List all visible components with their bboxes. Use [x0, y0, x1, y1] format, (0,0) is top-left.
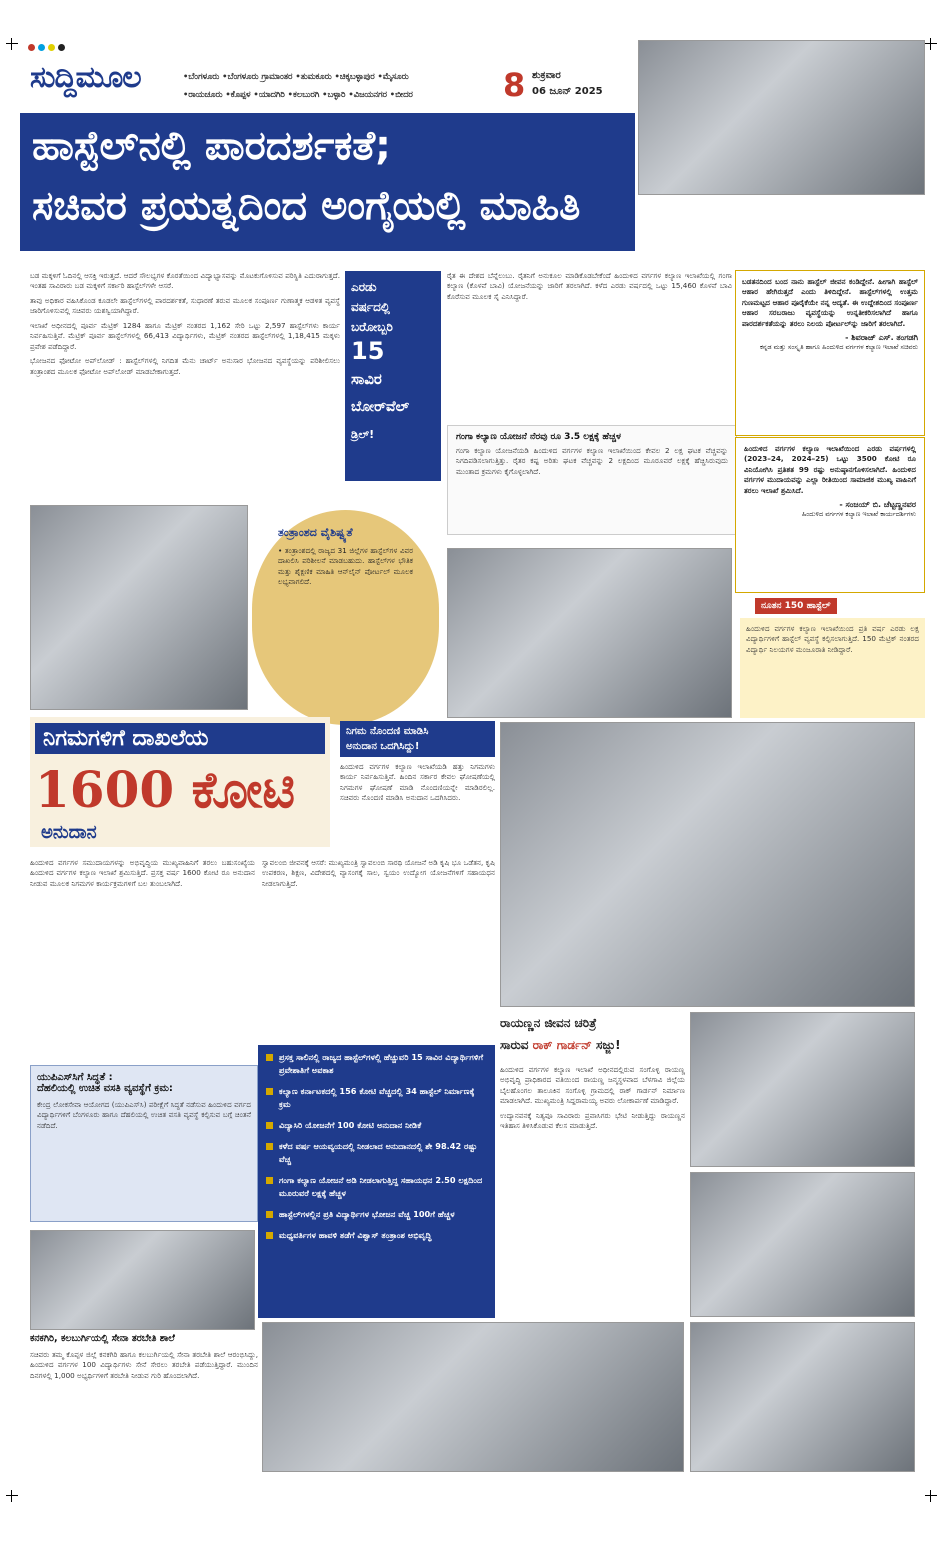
army-school-body: ಸಚಿವರು ತಮ್ಮ ಕೊಪ್ಪಳ ಜಿಲ್ಲೆ ಕನಕಗಿರಿ ಹಾಗೂ ಕಲಬುರ್ಗಿಯಲ್ಲಿ ಸೇನಾ ತರಬೇತಿ ಶಾಲೆ ಆರಂಭಿಸಿದ್ದು, ಹಿಂದುಳಿದ ವರ್ಗಗಳ 100 ವಿದ್ಯಾರ್ಥಿಗಳು ಸೇನೆ ಸೇರಲು ತರಬೇತಿ ಪಡೆಯುತ್ತಿದ್ದಾರೆ. ಮುಂದಿನ ದಿನಗಳಲ್ಲಿ 1,000 ಅಭ್ಯರ್ಥಿಗಳಿಗೆ ತರಬೇತಿ ನೀಡುವ ಗುರಿ ಹೊಂದಲಾಗಿದೆ. [30, 1350, 258, 1380]
registration-mark [925, 38, 937, 50]
aid-head-line: ನಿಗಮ ನೊಂದಣಿ ಮಾಡಿಸಿ [346, 726, 429, 737]
paragraph: ಹಿಂದುಳಿದ ವರ್ಗಗಳ ಕಲ್ಯಾಣ ಇಲಾಖೆ ಅಧೀನದಲ್ಲಿರುವ ಸಂಗೊಳ್ಳಿ ರಾಯಣ್ಣ ಅಭಿವೃದ್ಧಿ ಪ್ರಾಧಿಕಾರದ ವತಿಯಿಂದ ರಾಯಣ್ಣ ಜನ್ಮಸ್ಥಳವಾದ ಬೆಳಗಾವಿ ಜಿಲ್ಲೆಯ ಬೈಲಹೊಂಗಲ ತಾಲೂಕಿನ ಸಂಗೊಳ್ಳಿ ಗ್ರಾಮದಲ್ಲಿ ರಾಕ್ ಗಾರ್ಡನ್ ನಿರ್ಮಾಣ ಮಾಡಲಾಗಿದೆ. ಮುಖ್ಯಮಂತ್ರಿ ಸಿದ್ದರಾಮಯ್ಯ ಅವರು ಲೋಕಾರ್ಪಣೆ ಮಾಡಿದ್ದಾರೆ. [500, 1065, 685, 1106]
highlight-item: ಪ್ರಸಕ್ತ ಸಾಲಿನಲ್ಲಿ ರಾಜ್ಯದ ಹಾಸ್ಟೆಲ್‌ಗಳಲ್ಲಿ ಹೆಚ್ಚುವರಿ 15 ಸಾವಿರ ವಿದ್ಯಾರ್ಥಿಗಳಿಗೆ ಪ್ರವೇಶಾತಿಗೆ ಅವಕಾಶ [266, 1051, 487, 1077]
award-photo [690, 1322, 915, 1472]
nigam-body: ಹಿಂದುಳಿದ ವರ್ಗಗಳ ಸಮುದಾಯಗಳನ್ನು ಅಭಿವೃದ್ಧಿಯ ಮುಖ್ಯವಾಹಿನಿಗೆ ತರಲು ಬಹುಸಂಖ್ಯೆಯ ಹಿಂದುಳಿದ ವರ್ಗಗಳ ಕಲ್ಯಾಣ ಇಲಾಖೆ ಶ್ರಮಿಸುತ್ತಿದೆ. ಪ್ರಸಕ್ತ ವರ್ಷ 1600 ಕೋಟಿ ರೂ ಅನುದಾನ ನೀಡುವ ಮೂಲಕ ನಿಗಮಗಳ ಕಾರ್ಯಕ್ರಮಗಳಿಗೆ ಬಲ ತುಂಬಲಾಗಿದೆ. [30, 858, 255, 888]
cities-line: •ಬೆಂಗಳೂರು •ಬೆಂಗಳೂರು ಗ್ರಾಮಾಂತರ •ತುಮಕೂರು •ಚಿಕ್ಕಬಳ್ಳಾಪುರ •ಮೈಸೂರು [183, 71, 409, 81]
upsc-title: ಯುಪಿಎಸ್‌ಸಿಗೆ ಸಿದ್ಧತೆ : [37, 1072, 113, 1083]
army-school-title: ಕನಕಗಿರಿ, ಕಲಬುರ್ಗಿಯಲ್ಲಿ ಸೇನಾ ತರಬೇತಿ ಶಾಲೆ [30, 1333, 175, 1344]
highlight-item: ಹಾಸ್ಟೆಲ್‌ಗಳಲ್ಲಿನ ಪ್ರತಿ ವಿದ್ಯಾರ್ಥಿಗಳ ಭೋಜನ ವೆಚ್ಚ 100ಗೆ ಹೆಚ್ಚಳ [266, 1208, 487, 1221]
issue-date [532, 68, 603, 100]
highlight-item: ಗಂಗಾ ಕಲ್ಯಾಣ ಯೋಜನೆ ಅಡಿ ನೀಡಲಾಗುತ್ತಿದ್ದ ಸಹಾಯಧನ 2.50 ಲಕ್ಷದಿಂದ ಮೂರುವರೆ ಲಕ್ಷಕ್ಕೆ ಹೆಚ್ಚಳ [266, 1174, 487, 1200]
highlights-box [258, 1045, 495, 1318]
borewell-number: 15 [351, 337, 385, 365]
army-trainees-photo [30, 1230, 255, 1330]
unveiling-photo [500, 722, 915, 1007]
aid-body-2: ಸ್ವಾವಲಂಬಿ ಜೀವನಕ್ಕೆ ಆಸರೆ: ಮುಖ್ಯಮಂತ್ರಿ ಸ್ವಾವಲಂಬಿ ಸಾರಥಿ ಯೋಜನೆ ಅಡಿ ಕೃಷಿ ಭೂ ಒಡೆತನ, ಕೃಷಿ ಉಪಕರಣ, ಶಿಕ್ಷಣ, ವಿದೇಶದಲ್ಲಿ ವ್ಯಾಸಂಗಕ್ಕೆ ಸಾಲ, ಸ್ವಯಂ ಉದ್ಯೋಗ ಯೋಜನೆಗಳಿಗೆ ಸಹಾಯಧನ ನೀಡಲಾಗುತ್ತಿದೆ. [262, 858, 495, 888]
borewell-text: ಡ್ರಿಲ್! [351, 428, 375, 441]
ganga-intro: ರೈತ ಈ ದೇಶದ ಬೆನ್ನೆಲುಬು. ರೈತನಿಗೆ ಅನುಕೂಲ ಮಾಡಿಕೊಡಬೇಕೆಂದೆ ಹಿಂದುಳಿದ ವರ್ಗಗಳ ಕಲ್ಯಾಣ ಇಲಾಖೆಯಲ್ಲಿ ಗಂಗಾ ಕಲ್ಯಾಣ (ಕೊಳವೆ ಬಾವಿ) ಯೋಜನೆಯನ್ನು ಜಾರಿಗೆ ತರಲಾಗಿದೆ. ಕಳೆದ ಎರಡು ವರ್ಷದಲ್ಲಿ ಒಟ್ಟು 15,460 ಕೊಳವೆ ಬಾವಿ ಕೊರೆಸುವ ಮೂಲಕ ಸೈ ಎನಿಸಿದ್ದಾರೆ. [447, 271, 732, 301]
page-number: 8 [503, 66, 526, 104]
cities-line: •ರಾಯಚೂರು •ಕೊಪ್ಪಳ •ಯಾದಗಿರಿ •ಕಲಬುರಗಿ •ಬಳ್ಳಾರಿ •ವಿಜಯನಗರ •ಬೀದರ [183, 89, 413, 99]
secretary-quote [735, 437, 925, 593]
group-photo [262, 1322, 684, 1472]
highlight-item: ಮಧ್ಯವರ್ತಿಗಳ ಹಾವಳಿ ತಡೆಗೆ ವಿಶ್ವಾಸ್ ತಂತ್ರಾಂಶ ಅಭಿವೃದ್ಧಿ [266, 1229, 487, 1242]
nigam-line3: ಅನುದಾನ [35, 820, 103, 845]
highlight-item: ಕಲ್ಯಾಣ ಕರ್ನಾಟಕದಲ್ಲಿ 156 ಕೋಟಿ ವೆಚ್ಚದಲ್ಲಿ 34 ಹಾಸ್ಟೆಲ್ ನಿರ್ಮಾಣಕ್ಕೆ ಕ್ರಮ [266, 1085, 487, 1111]
edition-cities [183, 67, 503, 103]
rock-head-part: ಸಾರುವ [500, 1038, 533, 1052]
headline-band [20, 113, 635, 251]
minister-quote [735, 270, 925, 436]
borewell-text: ಎರಡು [351, 280, 377, 294]
headline-line1: ಹಾಸ್ಟೆಲ್‌ನಲ್ಲಿ ಪಾರದರ್ಶಕತೆ; [32, 123, 392, 169]
ganga-box [447, 425, 737, 535]
rock-garden-visit-photo [690, 1172, 915, 1317]
highlight-item: ವಿದ್ಯಾಸಿರಿ ಯೋಜನೆಗೆ 100 ಕೋಟಿ ಅನುದಾನ ನೀಡಿಕೆ [266, 1119, 487, 1132]
tech-title: ತಂತ್ರಾಂಶದ ವೈಶಿಷ್ಟ್ಯತೆ [278, 526, 353, 539]
rock-garden-headline [500, 1012, 715, 1060]
new-hostels-title: ನೂತನ 150 ಹಾಸ್ಟೆಲ್ [755, 598, 837, 614]
aid-body: ಹಿಂದುಳಿದ ವರ್ಗಗಳ ಕಲ್ಯಾಣ ಇಲಾಖೆಯಡಿ ಹತ್ತು ನಿಗಮಗಳು ಕಾರ್ಯ ನಿರ್ವಹಿಸುತ್ತಿವೆ. ಹಿಂದಿನ ಸರ್ಕಾರ ಕೇವಲ ಘೋಷಣೆಯಲ್ಲಿ ನಿಗಮಗಳ ಘೋಷಣೆ ಮಾಡಿ ನೊಂದಣಿಯನ್ನೇ ಮಾಡಿರಲಿಲ್ಲ. ಸಚಿವರು ನೊಂದಣಿ ಮಾಡಿಸಿ ಅನುದಾನ ಒದಗಿಸಿದರು. [340, 762, 495, 803]
quote-text: ಹಿಂದುಳಿದ ವರ್ಗಗಳ ಕಲ್ಯಾಣ ಇಲಾಖೆಯಿಂದ ಎರಡು ವರ್ಷಗಳಲ್ಲಿ (2023–24, 2024–25) ಒಟ್ಟು 3500 ಕೋಟಿ ರೂ ವಿನಿಯೋಗಿಸಿ ಪ್ರತಿಶತ 99 ರಷ್ಟು ಅನುಷ್ಠಾನಗೊಳಿಸಲಾಗಿದೆ. ಹಿಂದುಳಿದ ವರ್ಗಗಳ ಮುದಾಯವನ್ನು ಎಲ್ಲಾ ರೀತಿಯಿಂದ ಸಾಮಾಜಿಕ ಮುಖ್ಯ ವಾಹಿನಿಗೆ ತರಲು ಇಲಾಖೆ ಶ್ರಮಿಸಿದೆ. [744, 444, 916, 495]
registration-mark [6, 1490, 18, 1502]
meeting-photo [638, 40, 925, 195]
quote-author: - ಶಿವರಾಜ್ ಎಸ್. ತಂಗಡಗಿ [845, 333, 918, 343]
registration-mark [925, 1490, 937, 1502]
rock-head-line: ರಾಯಣ್ಣನ ಜೀವನ ಚರಿತ್ರೆ [500, 1016, 597, 1030]
registration-mark [6, 38, 18, 50]
nigam-amount: 1600 ಕೋಟಿ [35, 760, 296, 819]
borewell-text: ಬರೋಬ್ಬರಿ [351, 320, 393, 334]
highlight-item: ಕಳೆದ ವರ್ಷ ಆಯವ್ಯಯದಲ್ಲಿ ನೀಡಲಾದ ಅನುದಾನದಲ್ಲಿ ಶೇ 98.42 ರಷ್ಟು ವೆಚ್ಚ [266, 1140, 487, 1166]
upsc-box [30, 1065, 258, 1222]
lead-article [30, 271, 340, 496]
masthead-logo: ಸುದ್ದಿಮೂಲ [30, 60, 141, 95]
ganga-body: ಗಂಗಾ ಕಲ್ಯಾಣ ಯೋಜನೆಯಡಿ ಹಿಂದುಳಿದ ವರ್ಗಗಳ ಕಲ್ಯಾಣ ಇಲಾಖೆಯಿಂದ ಕೇವಲ 2 ಲಕ್ಷ ಘಟಕ ವೆಚ್ಚವನ್ನು ನಿಗದಿಪಡಿಸಲಾಗುತ್ತಿತ್ತು. ರೈತರ ಕಷ್ಟ ಅರಿತು ಘಟಕ ವೆಚ್ಚವನ್ನು 2 ಲಕ್ಷದಿಂದ ಮೂರೂವರೆ ಲಕ್ಷಕ್ಕೆ ಹೆಚ್ಚಿಸಿರುವುದು ಮುಂತಾದ ಕ್ರಮಗಳು ಕೈಗೊಳ್ಳಲಾಗಿದೆ. [456, 446, 728, 476]
rock-garden-body [500, 1065, 685, 1320]
rock-head-line [500, 1034, 715, 1056]
quote-role: ಹಿಂದುಳಿದ ವರ್ಗಗಳ ಕಲ್ಯಾಣ ಇಲಾಖೆ ಕಾರ್ಯದರ್ಶಿಗಳು [801, 510, 916, 519]
borewell-box [345, 271, 441, 481]
aid-head-line: ಅನುದಾನ ಒದಗಿಸಿದ್ದು! [346, 741, 420, 752]
paragraph: ಉದ್ಯಾನವನಕ್ಕೆ ನಿತ್ಯವೂ ಸಾವಿರಾರು ಪ್ರವಾಸಿಗರು ಭೇಟಿ ನೀಡುತ್ತಿದ್ದು ರಾಯಣ್ಣನ ಇತಿಹಾಸ ತಿಳಿಸಿಕೊಡುವ ಕೆಲಸ ಮಾಡುತ್ತಿದೆ. [500, 1110, 685, 1131]
upsc-subtitle: ದೆಹಲಿಯಲ್ಲಿ ಉಚಿತ ವಸತಿ ವ್ಯವಸ್ಥೆಗೆ ಕ್ರಮ: [37, 1083, 173, 1094]
rock-head-part: ಸಜ್ಜು! [591, 1038, 621, 1052]
color-dot [28, 44, 35, 51]
hostel-kitchen-photo [30, 505, 248, 710]
event-photo [447, 548, 732, 718]
color-dot [38, 44, 45, 51]
tech-body: • ತಂತ್ರಾಂಶದಲ್ಲಿ ರಾಜ್ಯದ 31 ಜಿಲ್ಲೆಗಳ ಹಾಸ್ಟೆಲ್‌ಗಳ ವಿವರ ದಾಖಲಿಸಿ ಪರಿಶೀಲನೆ ಮಾಡಬಹುದು. ಹಾಸ್ಟೆಲ್‌ಗಳ ಭೌತಿಕ ಮತ್ತು ಶೈಕ್ಷಣಿಕ ಮಾಹಿತಿ ಆನ್‌ಲೈನ್ ಪೋರ್ಟಲ್ ಮೂಲಕ ಲಭ್ಯವಾಗಲಿದೆ. [278, 546, 413, 587]
nigam-line1: ನಿಗಮಗಳಿಗೆ ದಾಖಲೆಯ [35, 723, 325, 754]
new-hostels-body: ಹಿಂದುಳಿದ ವರ್ಗಗಳ ಕಲ್ಯಾಣ ಇಲಾಖೆಯಿಂದ ಪ್ರತಿ ವರ್ಷ ಎರಡು ಲಕ್ಷ ವಿದ್ಯಾರ್ಥಿಗಳಿಗೆ ಹಾಸ್ಟೆಲ್ ವ್ಯವಸ್ಥೆ ಕಲ್ಪಿಸಲಾಗುತ್ತಿದೆ. 150 ಮೆಟ್ರಿಕ್ ನಂತರದ ವಿದ್ಯಾರ್ಥಿ ನಿಲಯಗಳ ಮಂಜೂರಾತಿ ನೀಡಿದ್ದಾರೆ. [740, 618, 925, 718]
headline-line2: ಸಚಿವರ ಪ್ರಯತ್ನದಿಂದ ಅಂಗೈಯಲ್ಲಿ ಮಾಹಿತಿ [32, 183, 581, 229]
rock-head-highlight: ರಾಕ್ ಗಾರ್ಡನ್ [532, 1038, 592, 1052]
tech-features-circle [252, 510, 439, 725]
borewell-text: ಸಾವಿರ [351, 370, 382, 388]
borewell-text: ಬೋರ್‌ವೆಲ್ [351, 399, 410, 415]
color-dot [58, 44, 65, 51]
weekday: ಶುಕ್ರವಾರ [532, 70, 561, 81]
quote-text: ಬಡತನದಿಂದ ಬಂದ ನಾನು ಹಾಸ್ಟೆಲ್ ಜೀವನ ಕಂಡಿದ್ದೇನೆ. ಹೀಗಾಗಿ ಹಾಸ್ಟೆಲ್ ಆಹಾರ ಹೇಗಿರುತ್ತದೆ ಎಂದು ತಿಳಿದಿದ್ದೇನೆ. ಹಾಸ್ಟೆಲ್‌ಗಳಲ್ಲಿ ಉತ್ತಮ ಗುಣಮಟ್ಟದ ಆಹಾರ ಪೂರೈಕೆಯೇ ನನ್ನ ಆದ್ಯತೆ. ಈ ಉದ್ದೇಶದಿಂದ ಸಂಪೂರ್ಣ ಆಹಾರ ಸರಬರಾಜು ವ್ಯವಸ್ಥೆಯನ್ನು ಉನ್ನತೀಕರಿಸಲಾಗಿದೆ ಹಾಗೂ ಪಾರದರ್ಶಕತೆಯನ್ನು ತರಲು ನಿಲಯ ಪೋರ್ಟಲ್‌ನ್ನು ಜಾರಿಗೆ ತರಲಾಗಿದೆ. [742, 277, 918, 328]
date: 06 ಜೂನ್ 2025 [532, 86, 603, 97]
rayanna-statue-photo [690, 1012, 915, 1167]
paragraph: ಭೋಜನದ ಫೋಟೋ ಅಪ್‌ಲೋಡ್ : ಹಾಸ್ಟೆಲ್‌ಗಳಲ್ಲಿ ನಿಗದಿತ ಮೆನು ಚಾರ್ಟ್ ಅನುಸಾರ ಭೋಜನದ ವ್ಯವಸ್ಥೆಯನ್ನು ಪರಿಶೀಲಿಸಲು ತಂತ್ರಾಂಶದ ಮೂಲಕ ಫೋಟೋ ಅಪ್‌ಲೋಡ್ ಮಾಡಬೇಕಾಗುತ್ತದೆ. [30, 356, 340, 376]
color-dot [48, 44, 55, 51]
paragraph: ಇಲಾಖೆ ಅಧೀನದಲ್ಲಿ ಪೂರ್ವ ಮೆಟ್ರಿಕ್ 1284 ಹಾಗೂ ಮೆಟ್ರಿಕ್ ನಂತರದ 1,162 ಸೇರಿ ಒಟ್ಟು 2,597 ಹಾಸ್ಟೆಲ್‌ಗಳು ಕಾರ್ಯ ನಿರ್ವಹಿಸುತ್ತಿವೆ. ಮೆಟ್ರಿಕ್ ಪೂರ್ವ ಹಾಸ್ಟೆಲ್‌ಗಳಲ್ಲಿ 66,413 ವಿದ್ಯಾರ್ಥಿಗಳು, ಮೆಟ್ರಿಕ್ ನಂತರದ ಹಾಸ್ಟೆಲ್‌ಗಳಲ್ಲಿ 1,18,415 ಮಕ್ಕಳು ಪ್ರವೇಶ ಪಡೆದಿದ್ದಾರೆ. [30, 320, 340, 351]
aid-header [340, 721, 495, 757]
upsc-body: ಕೇಂದ್ರ ಲೋಕಸೇವಾ ಆಯೋಗದ (ಯುಪಿಎಸ್‌ಸಿ) ಪರೀಕ್ಷೆಗೆ ಸಿದ್ಧತೆ ನಡೆಸುವ ಹಿಂದುಳಿದ ವರ್ಗದ ವಿದ್ಯಾರ್ಥಿಗಳಿಗೆ ಬೆಂಗಳೂರು ಹಾಗೂ ದೆಹಲಿಯಲ್ಲಿ ಉಚಿತ ವಸತಿ ವ್ಯವಸ್ಥೆ ಕಲ್ಪಿಸುವ ಬಗ್ಗೆ ಚಿಂತನೆ ನಡೆದಿದೆ. [37, 1100, 251, 1130]
ganga-title: ಗಂಗಾ ಕಲ್ಯಾಣ ಯೋಜನೆ ನೆರವು ರೂ 3.5 ಲಕ್ಷಕ್ಕೆ ಹೆಚ್ಚಳ [456, 432, 621, 442]
paragraph: ಬಡ ಮಕ್ಕಳಿಗೆ ಓದಿನಲ್ಲಿ ಆಸಕ್ತಿ ಇರುತ್ತದೆ. ಆದರೆ ಸೌಲಭ್ಯಗಳ ಕೊರತೆಯಿಂದ ವಿದ್ಯಾಭ್ಯಾಸವನ್ನು ಮೊಟಕುಗೊಳಿಸುವ ಪರಿಸ್ಥಿತಿ ಎದುರಾಗುತ್ತದೆ. ಇಂತಹ ಸಾವಿರಾರು ಬಡ ಮಕ್ಕಳಿಗೆ ಸರ್ಕಾರಿ ಹಾಸ್ಟೆಲ್‌ಗಳೇ ಆಸರೆ. [30, 271, 340, 291]
quote-role: ಕನ್ನಡ ಮತ್ತು ಸಂಸ್ಕೃತಿ ಹಾಗೂ ಹಿಂದುಳಿದ ವರ್ಗಗಳ ಕಲ್ಯಾಣ ಇಲಾಖೆ ಸಚಿವರು [759, 343, 918, 352]
paragraph: ತಾವು ಅಧಿಕಾರ ವಹಿಸಿಕೊಂಡ ಕೂಡಲೇ ಹಾಸ್ಟೆಲ್‌ಗಳಲ್ಲಿ ಪಾರದರ್ಶಕತೆ, ಸುಧಾರಣೆ ತರುವ ಮೂಲಕ ಸಂಪೂರ್ಣ ಗುಣಾತ್ಮಕ ಆಡಳಿತ ವ್ಯವಸ್ಥೆ ಜಾರಿಗೊಳಿಸುವಲ್ಲಿ ಸಚಿವರು ಯಶಸ್ವಿಯಾಗಿದ್ದಾರೆ. [30, 295, 340, 316]
borewell-text: ವರ್ಷದಲ್ಲಿ [351, 300, 390, 314]
quote-author: - ಸಂಜಯ್ ಬಿ. ಚೆಟ್ಟಣ್ಣನವರ [839, 500, 916, 510]
